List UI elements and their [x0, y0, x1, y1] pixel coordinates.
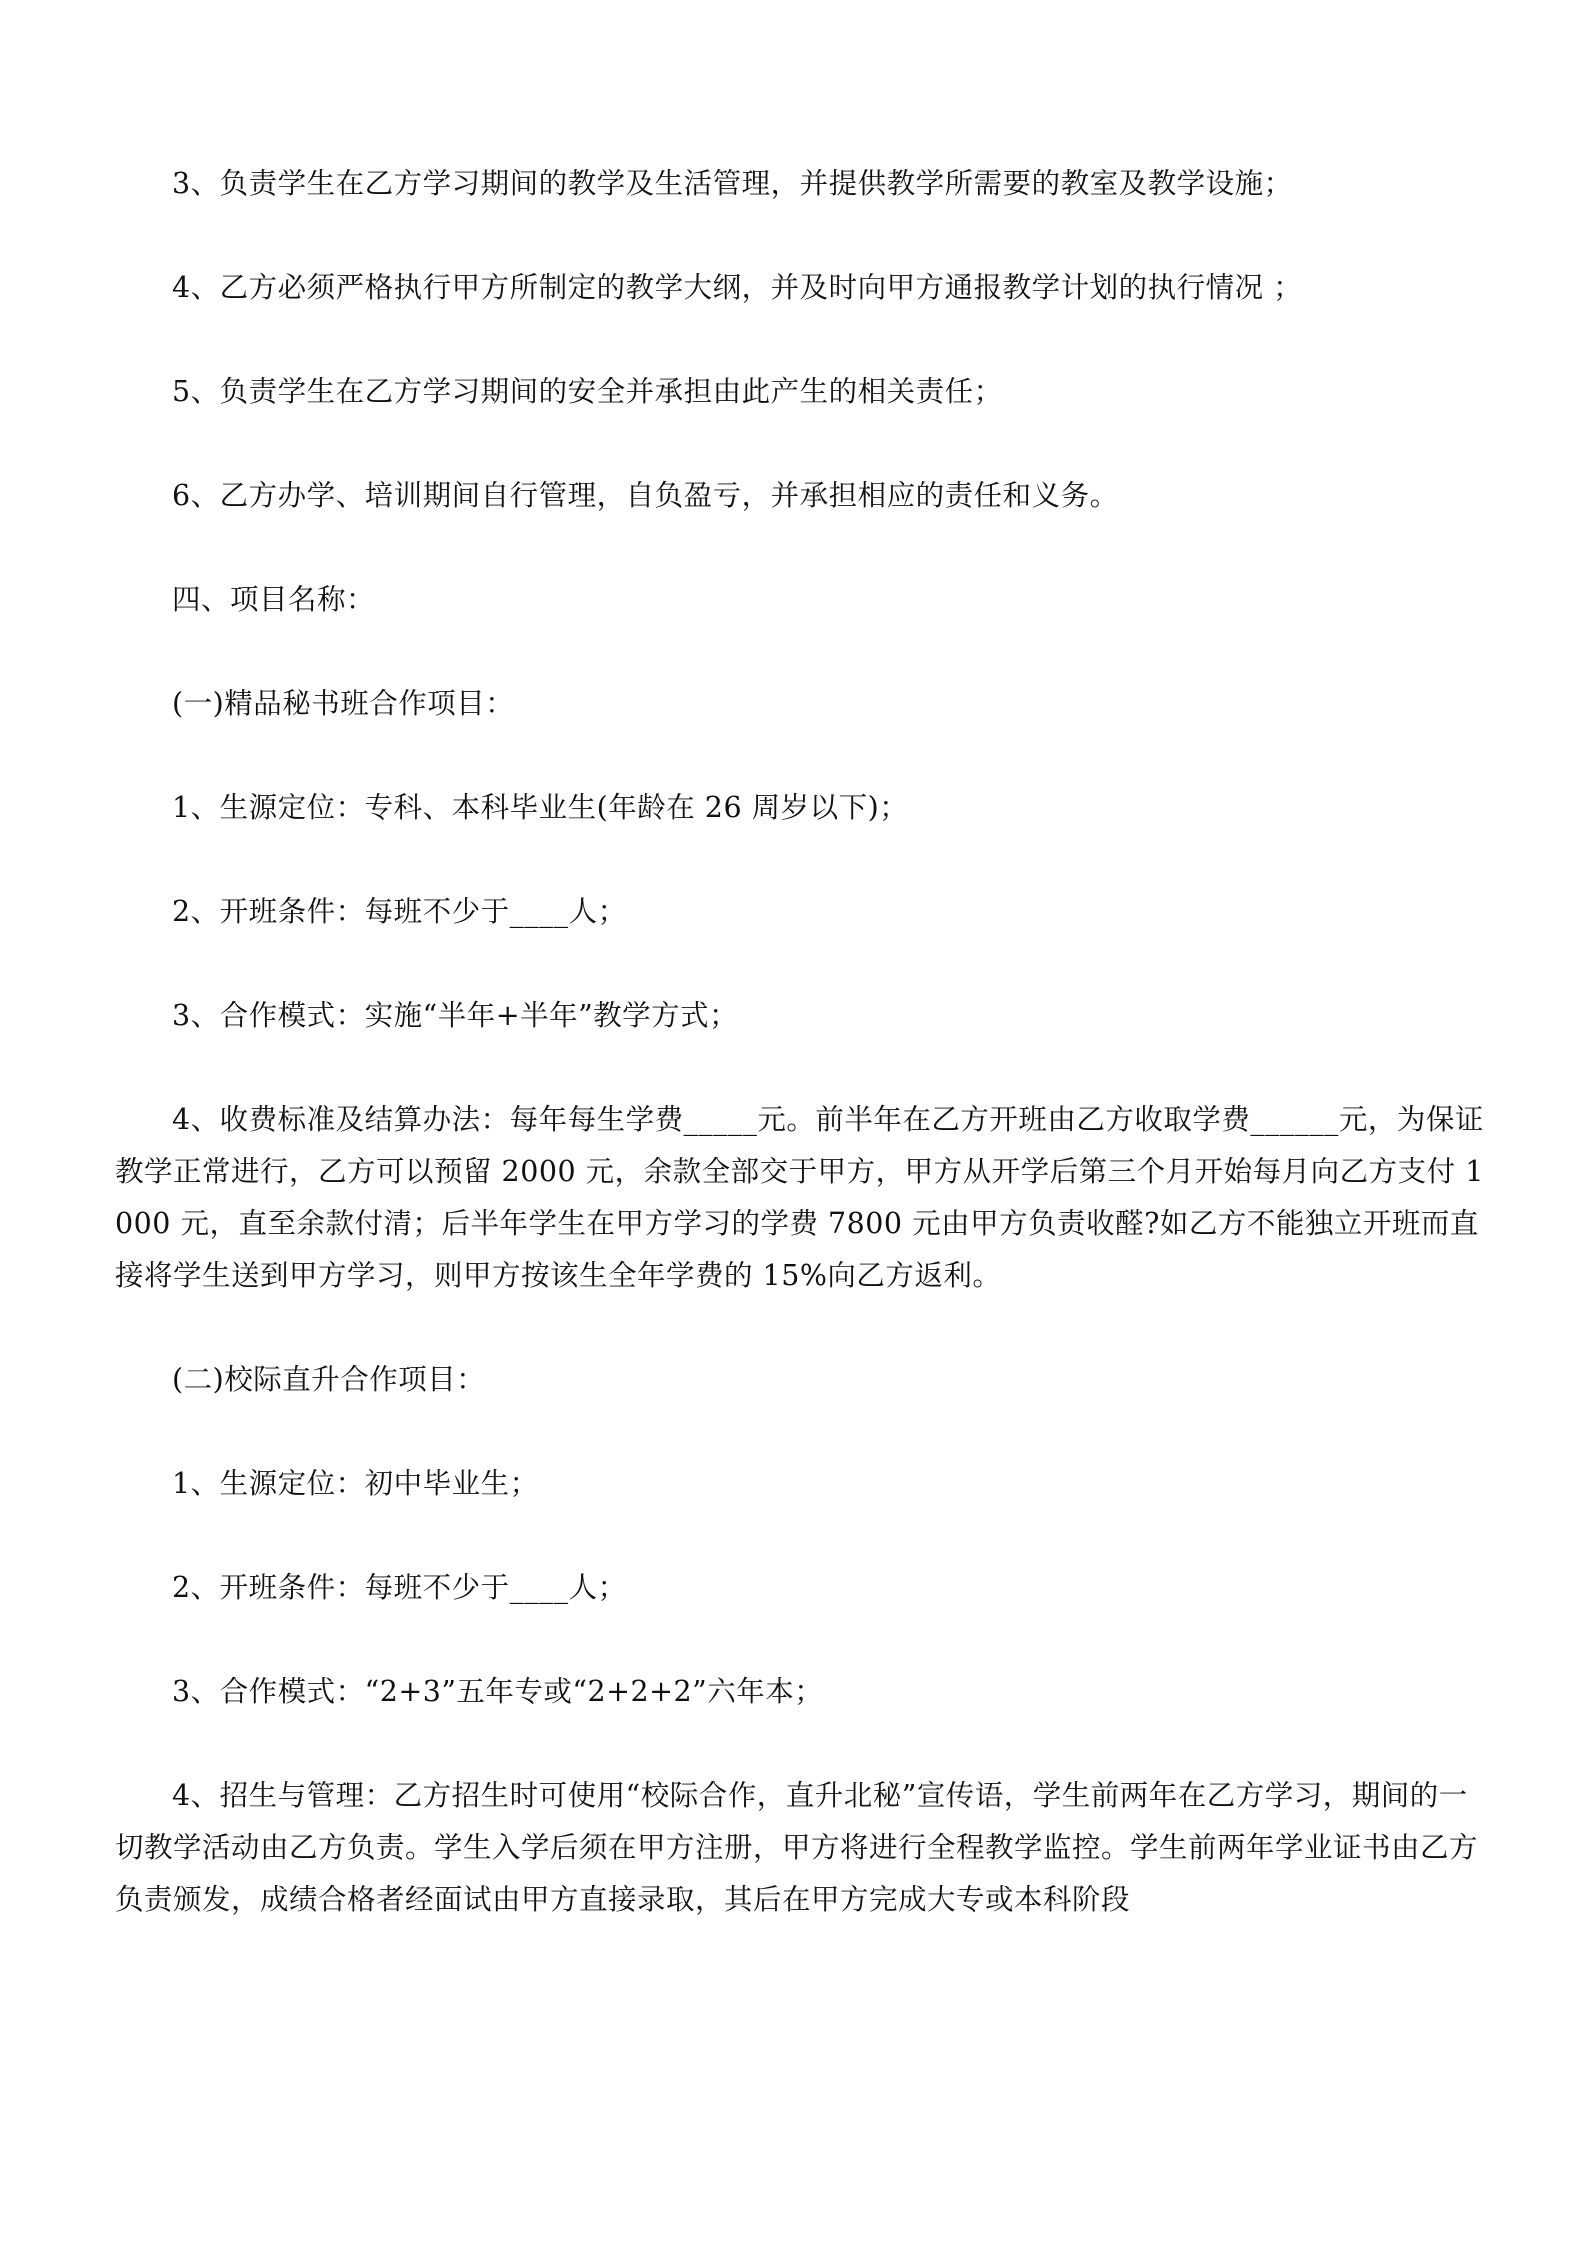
paragraph-clause-4: 4、乙方必须严格执行甲方所制定的教学大纲，并及时向甲方通报教学计划的执行情况 ；	[172, 271, 1303, 304]
paragraph-fee-settlement: 4、收费标准及结算办法：每年每生学费_____元。前半年在乙方开班由乙方收取学费______元，为保证教学正常进行，乙方可以预留 2000 元，余款全部交于甲方，甲方从开学后第三个月开始每月向乙方支付 1000 元，直至余款付清；后半年学生在甲方学习的学费 7800 元由甲方负责收醛?如乙方不能独立开班而直接将学生送到甲方学习，则甲方按该生全年学费的 15%向乙方返利。	[115, 1103, 1484, 1292]
paragraph-clause-6: 6、乙方办学、培训期间自行管理，自负盈亏，并承担相应的责任和义务。	[172, 479, 1119, 512]
paragraph-cooperation-mode: 3、合作模式：实施“半年+半年”教学方式；	[172, 999, 739, 1032]
paragraph-class-condition-2: 2、开班条件：每班不少于____人；	[172, 1571, 627, 1604]
paragraph-student-source: 1、生源定位：专科、本科毕业生(年龄在 26 周岁以下)；	[172, 791, 909, 824]
subsection-heading-secretary-class: (一)精品秘书班合作项目：	[172, 687, 515, 720]
paragraph-class-condition: 2、开班条件：每班不少于____人；	[172, 895, 627, 928]
paragraph-clause-5: 5、负责学生在乙方学习期间的安全并承担由此产生的相关责任；	[172, 375, 1003, 408]
subsection-heading-direct-promotion: (二)校际直升合作项目：	[172, 1363, 486, 1396]
paragraph-student-source-2: 1、生源定位：初中毕业生；	[172, 1467, 539, 1500]
paragraph-cooperation-mode-2: 3、合作模式：“2+3”五年专或“2+2+2”六年本；	[172, 1675, 824, 1708]
section-heading-project-name: 四、项目名称：	[172, 583, 376, 616]
paragraph-clause-3: 3、负责学生在乙方学习期间的教学及生活管理，并提供教学所需要的教室及教学设施；	[172, 167, 1293, 200]
document-body	[115, 158, 1490, 1926]
paragraph-enrollment-management: 4、招生与管理：乙方招生时可使用“校际合作，直升北秘”宣传语，学生前两年在乙方学习，期间的一切教学活动由乙方负责。学生入学后须在甲方注册，甲方将进行全程教学监控。学生前两年学业证书由乙方负责颁发，成绩合格者经面试由甲方直接录取，其后在甲方完成大专或本科阶段	[115, 1779, 1479, 1916]
